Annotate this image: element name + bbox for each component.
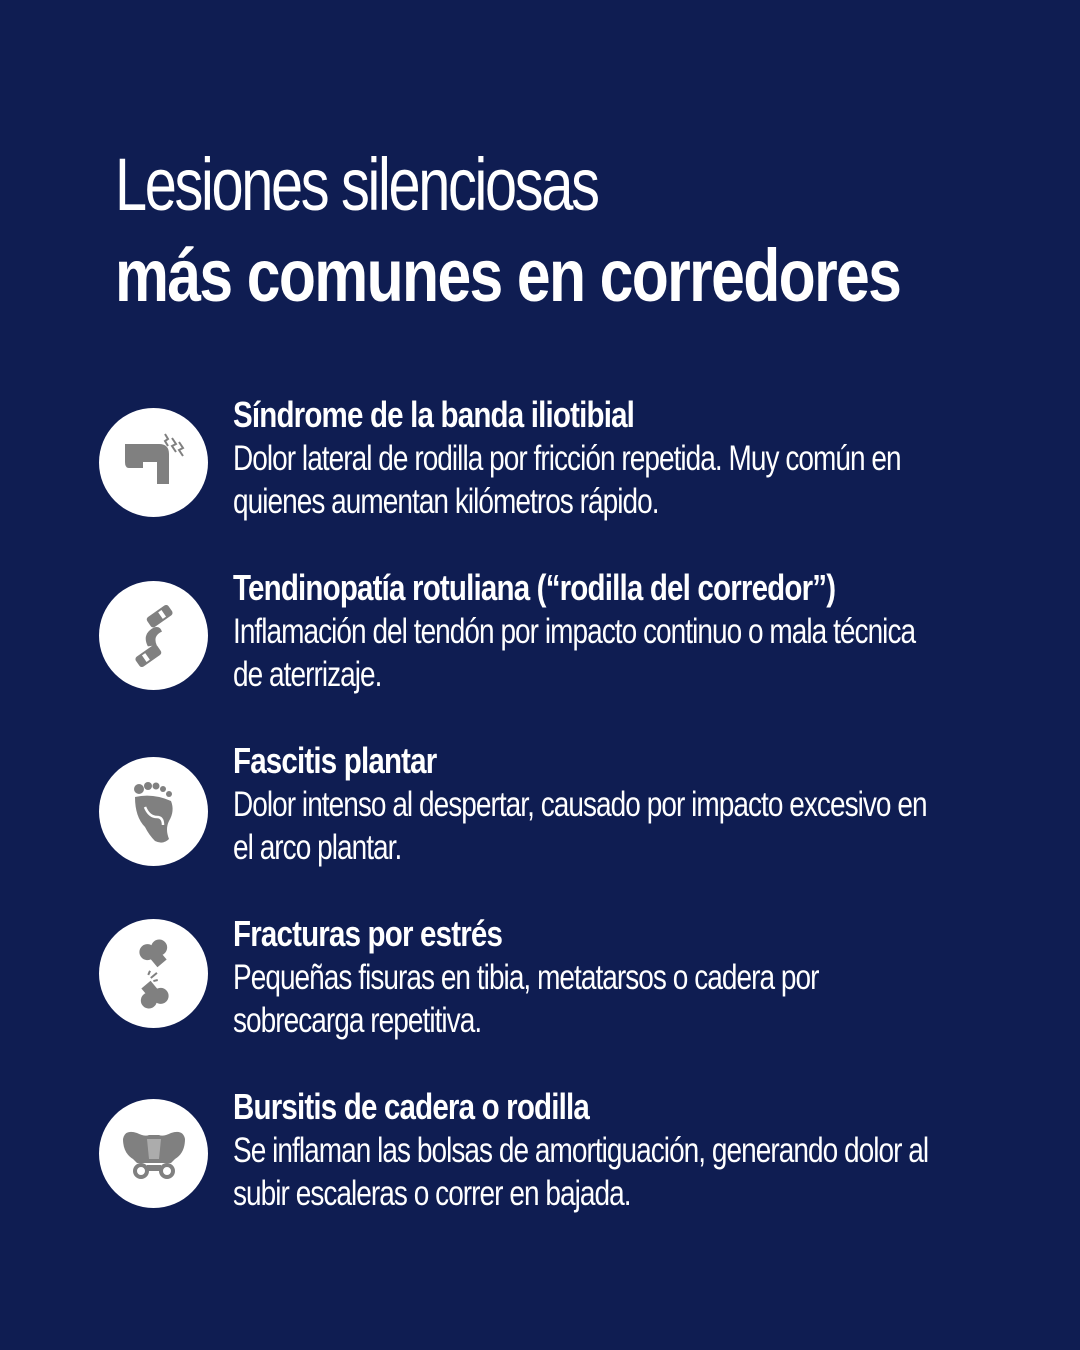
item-title: Fascitis plantar: [233, 740, 437, 781]
knee-pain-icon: [119, 428, 189, 498]
item-text: [233, 393, 993, 523]
item-description: Dolor lateral de rodilla por fricción repetida. Muy común en quienes aumentan kilómetros rápido.: [233, 439, 901, 521]
pelvis-icon: [119, 1119, 189, 1189]
icon-circle: [99, 408, 208, 517]
title-line-1: Lesiones silenciosas: [115, 143, 598, 226]
list-item: [99, 1085, 979, 1235]
item-description: Se inflaman las bolsas de amortiguación, generando dolor al subir escaleras o correr en bajada.: [233, 1131, 929, 1213]
item-description: Pequeñas fisuras en tibia, metatarsos o cadera por sobrecarga repetitiva.: [233, 958, 819, 1040]
item-text: [233, 739, 993, 869]
item-text: [233, 1085, 993, 1215]
icon-circle: [99, 1099, 208, 1208]
icon-circle: [99, 581, 208, 690]
title-line-2: más comunes en corredores: [115, 234, 901, 317]
list-item: [99, 739, 979, 889]
item-description: Dolor intenso al despertar, causado por impacto excesivo en el arco plantar.: [233, 785, 927, 867]
list-item: [99, 912, 979, 1062]
item-title: Tendinopatía rotuliana (“rodilla del corredor”): [233, 567, 836, 608]
item-title: Fracturas por estrés: [233, 913, 503, 954]
icon-circle: [99, 757, 208, 866]
page-title: [115, 140, 1015, 322]
list-item: [99, 566, 979, 716]
knee-joint-icon: [119, 601, 189, 671]
foot-sole-icon: [119, 777, 189, 847]
list-item: [99, 393, 979, 543]
item-description: Inflamación del tendón por impacto continuo o mala técnica de aterrizaje.: [233, 612, 916, 694]
item-text: [233, 566, 993, 696]
item-title: Bursitis de cadera o rodilla: [233, 1086, 590, 1127]
item-text: [233, 912, 993, 1042]
item-title: Síndrome de la banda iliotibial: [233, 394, 635, 435]
broken-bone-icon: [119, 939, 189, 1009]
icon-circle: [99, 919, 208, 1028]
